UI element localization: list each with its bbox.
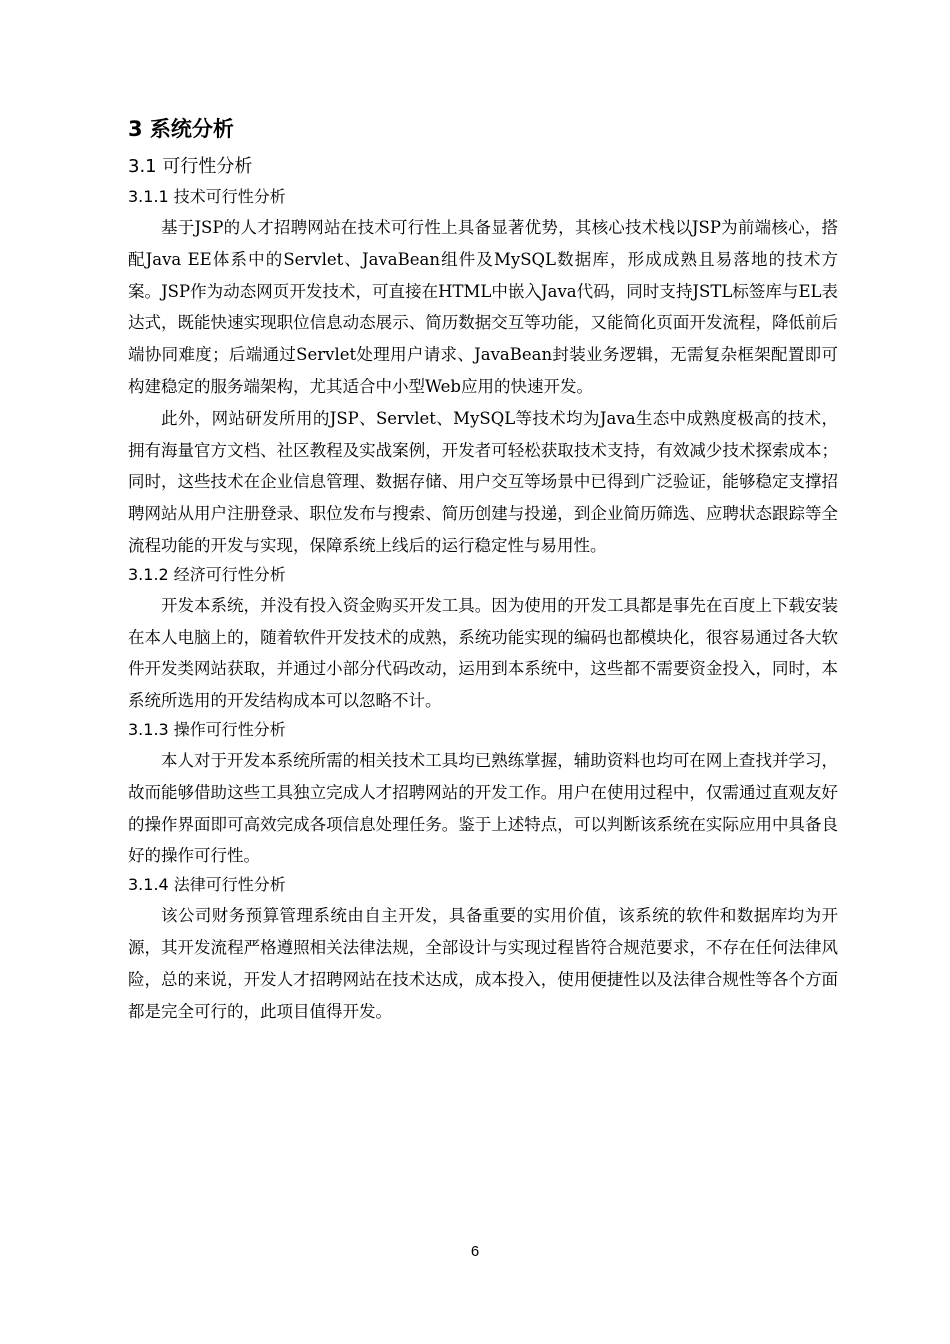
paragraph-legal: 该公司财务预算管理系统由自主开发，具备重要的实用价值，该系统的软件和数据库均为开源，其开发流程严格遵照相关法律法规，全部设计与实现过程皆符合规范要求，不存在任何法律风险，总的来说，开发人才招聘网站在技术达成，成本投入，使用便捷性以及法律合规性等各个方面都是完全可行的，此项目值得开发。 (128, 906, 838, 1021)
page-content (128, 112, 838, 1027)
subsection-title-operational: 3.1.3 操作可行性分析 (128, 719, 286, 739)
subsection-title-economic: 3.1.2 经济可行性分析 (128, 564, 286, 584)
section-title: 3.1 可行性分析 (128, 156, 253, 177)
paragraph-technical-1: 基于JSP的人才招聘网站在技术可行性上具备显著优势，其核心技术栈以JSP为前端核心，搭配Java EE体系中的Servlet、JavaBean组件及MySQL数据库，形成成熟且易落地的技术方案。JSP作为动态网页开发技术，可直接在HTML中嵌入Java代码，同时支持JSTL标签库与EL表达式，既能快速实现职位信息动态展示、简历数据交互等功能，又能简化页面开发流程，降低前后端协同难度；后端通过Servlet处理用户请求、JavaBean封装业务逻辑，无需复杂框架配置即可构建稳定的服务端架构，尤其适合中小型Web应用的快速开发。 (128, 218, 838, 396)
paragraph-operational: 本人对于开发本系统所需的相关技术工具均已熟练掌握，辅助资料也均可在网上查找并学习，故而能够借助这些工具独立完成人才招聘网站的开发工作。用户在使用过程中，仅需通过直观友好的操作界面即可高效完成各项信息处理任务。鉴于上述特点，可以判断该系统在实际应用中具备良好的操作可行性。 (128, 750, 838, 866)
chapter-title: 3 系统分析 (128, 117, 234, 141)
subsection-title-technical: 3.1.1 技术可行性分析 (128, 187, 286, 206)
page-number: 6 (470, 1243, 480, 1260)
paragraph-economic: 开发本系统，并没有投入资金购买开发工具。因为使用的开发工具都是事先在百度上下载安装在本人电脑上的，随着软件开发技术的成熟，系统功能实现的编码也都模块化，很容易通过各大软件开发类网站获取，并通过小部分代码改动，运用到本系统中，这些都不需要资金投入，同时，本系统所选用的开发结构成本可以忽略不计。 (128, 595, 838, 711)
paragraph-technical-2: 此外，网站研发所用的JSP、Servlet、MySQL等技术均为Java生态中成熟度极高的技术，拥有海量官方文档、社区教程及实战案例，开发者可轻松获取技术支持，有效减少技术探索成本；同时，这些技术在企业信息管理、数据存储、用户交互等场景中已得到广泛验证，能够稳定支撑招聘网站从用户注册登录、职位发布与搜索、简历创建与投递，到企业简历筛选、应聘状态跟踪等全流程功能的开发与实现，保障系统上线后的运行稳定性与易用性。 (128, 408, 838, 555)
subsection-title-legal: 3.1.4 法律可行性分析 (128, 875, 286, 895)
